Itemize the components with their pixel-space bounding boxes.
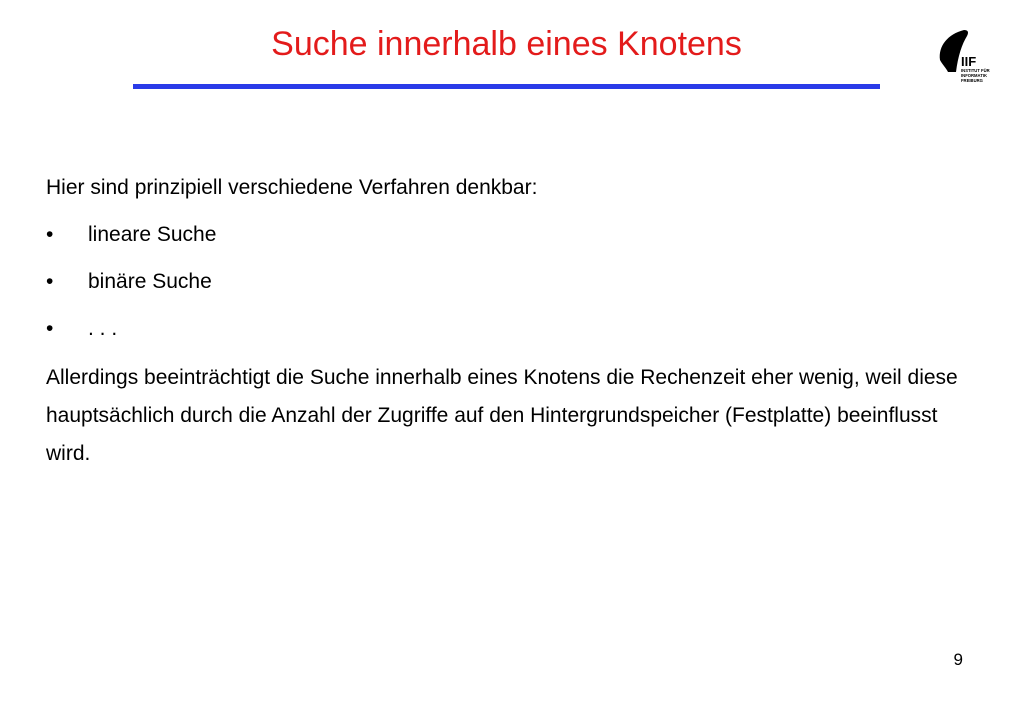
bullet-text: lineare Suche	[88, 223, 217, 246]
bullet-dot: •	[46, 317, 54, 340]
page-number: 9	[953, 650, 963, 669]
bullet-text: . . .	[88, 317, 118, 340]
logo-text-line3: FREIBURG	[961, 78, 983, 83]
logo-text-line2: INFORMATIK	[961, 73, 987, 78]
logo-text-line1: INSTITUT FÜR	[961, 68, 990, 73]
bullet-text: binäre Suche	[88, 270, 212, 293]
bullet-dot: •	[46, 223, 54, 246]
slide-content	[46, 171, 966, 473]
body-paragraph: Allerdings beeinträchtigt die Suche innerhalb eines Knotens die Rechenzeit eher wenig, weil diese hauptsächlich durch die Anzahl der Zugriffe auf den Hintergrundspeicher (Festplatte) beeinflusst wird.	[46, 366, 958, 465]
slide-title: Suche innerhalb eines Knotens	[271, 25, 742, 63]
title-rule	[133, 84, 880, 89]
bullet-item	[46, 312, 966, 346]
intro-text: Hier sind prinzipiell verschiedene Verfahren denkbar:	[46, 176, 538, 199]
bullet-dot: •	[46, 270, 54, 293]
institute-logo	[936, 26, 992, 84]
logo-mark: IIF	[961, 54, 977, 69]
bullet-item	[46, 265, 966, 299]
bullet-item	[46, 218, 966, 252]
